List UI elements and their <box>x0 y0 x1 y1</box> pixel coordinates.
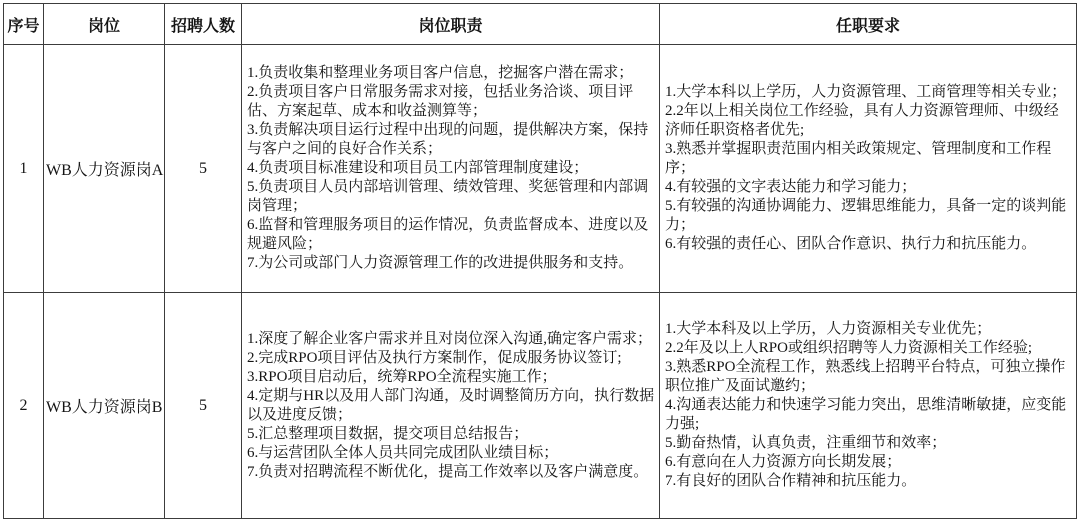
responsibility-item: 2.负责项目客户日常服务需求对接，包括业务洽谈、项目评估、方案起草、成本和收益测算等； <box>247 84 634 119</box>
cell-position-name: WB人力资源岗B <box>44 293 165 519</box>
responsibility-item: 6.与运营团队全体人员共同完成团队业绩目标； <box>247 444 559 461</box>
requirement-item: 5.有较强的沟通协调能力、逻辑思维能力，具备一定的谈判能力； <box>665 198 1067 233</box>
cell-responsibilities <box>242 45 660 293</box>
requirement-item: 2.2年及以上人RPO或组织招聘等人力资源相关工作经验; <box>665 340 1033 356</box>
cell-serial-number: 1 <box>4 45 44 293</box>
header-responsibilities: 岗位职责 <box>242 4 660 45</box>
header-position: 岗位 <box>44 4 165 45</box>
responsibility-item: 7.为公司或部门人力资源管理工作的改进提供服务和支持。 <box>247 255 634 271</box>
responsibility-item: 4.定期与HR以及用人部门沟通，及时调整简历方向，执行数据以及进度反馈； <box>247 387 655 423</box>
requirement-item: 1.大学本科及以上学历，人力资源相关专业优先； <box>665 321 992 337</box>
requirement-item: 4.有较强的文字表达能力和学习能力； <box>665 179 917 195</box>
responsibility-item: 1.深度了解企业客户需求并且对岗位深入沟通,确定客户需求； <box>247 330 653 347</box>
requirement-item: 1.大学本科以上学历，人力资源管理、工商管理等相关专业； <box>665 84 1067 100</box>
requirement-item: 6.有意向在人力资源方向长期发展； <box>665 454 902 470</box>
table-row-position-a <box>4 45 1077 293</box>
cell-requirements <box>660 293 1077 519</box>
requirement-item: 3.熟悉RPO全流程工作，熟悉线上招聘平台特点，可独立操作职位推广及面试邀约； <box>665 359 1066 394</box>
cell-headcount: 5 <box>165 293 242 519</box>
responsibility-item: 3.RPO项目启动后，统筹RPO全流程实施工作； <box>247 368 557 385</box>
cell-position-name: WB人力资源岗A <box>44 45 165 293</box>
responsibility-item: 5.汇总整理项目数据，提交项目总结报告； <box>247 425 529 442</box>
recruitment-table-page <box>3 3 1077 527</box>
responsibility-item: 3.负责解决项目运行过程中出现的问题，提供解决方案，保持与客户之间的良好合作关系； <box>247 122 649 157</box>
header-serial-number: 序号 <box>4 4 44 45</box>
responsibility-item: 4.负责项目标准建设和项目员工内部管理制度建设； <box>247 160 589 176</box>
cell-headcount: 5 <box>165 45 242 293</box>
cell-serial-number: 2 <box>4 293 44 519</box>
header-row <box>4 4 1077 45</box>
cell-responsibilities <box>242 293 660 519</box>
cell-requirements <box>660 45 1077 293</box>
header-requirements: 任职要求 <box>660 4 1077 45</box>
responsibility-item: 1.负责收集和整理业务项目客户信息，挖掘客户潜在需求； <box>247 65 634 81</box>
responsibility-item: 2.完成RPO项目评估及执行方案制作，促成服务协议签订; <box>247 349 622 366</box>
responsibility-item: 7.负责对招聘流程不断优化，提高工作效率以及客户满意度。 <box>247 463 649 480</box>
requirement-item: 7.有良好的团队合作精神和抗压能力。 <box>665 473 917 489</box>
requirement-item: 4.沟通表达能力和快速学习能力突出，思维清晰敏捷，应变能力强; <box>665 397 1067 432</box>
responsibility-item: 5.负责项目人员内部培训管理、绩效管理、奖惩管理和内部调岗管理； <box>247 179 649 214</box>
job-postings-table <box>3 3 1077 519</box>
table-row-position-b <box>4 293 1077 519</box>
requirement-item: 3.熟悉并掌握职责范围内相关政策规定、管理制度和工作程序； <box>665 141 1052 176</box>
requirement-item: 2.2年以上相关岗位工作经验，具有人力资源管理师、中级经济师任职资格者优先; <box>665 103 1059 138</box>
requirement-item: 6.有较强的责任心、团队合作意识、执行力和抗压能力。 <box>665 236 1037 252</box>
responsibility-item: 6.监督和管理服务项目的运作情况，负责监督成本、进度以及规避风险； <box>247 217 649 252</box>
header-headcount: 招聘人数 <box>165 4 242 45</box>
requirement-item: 5.勤奋热情，认真负责，注重细节和效率； <box>665 435 947 451</box>
